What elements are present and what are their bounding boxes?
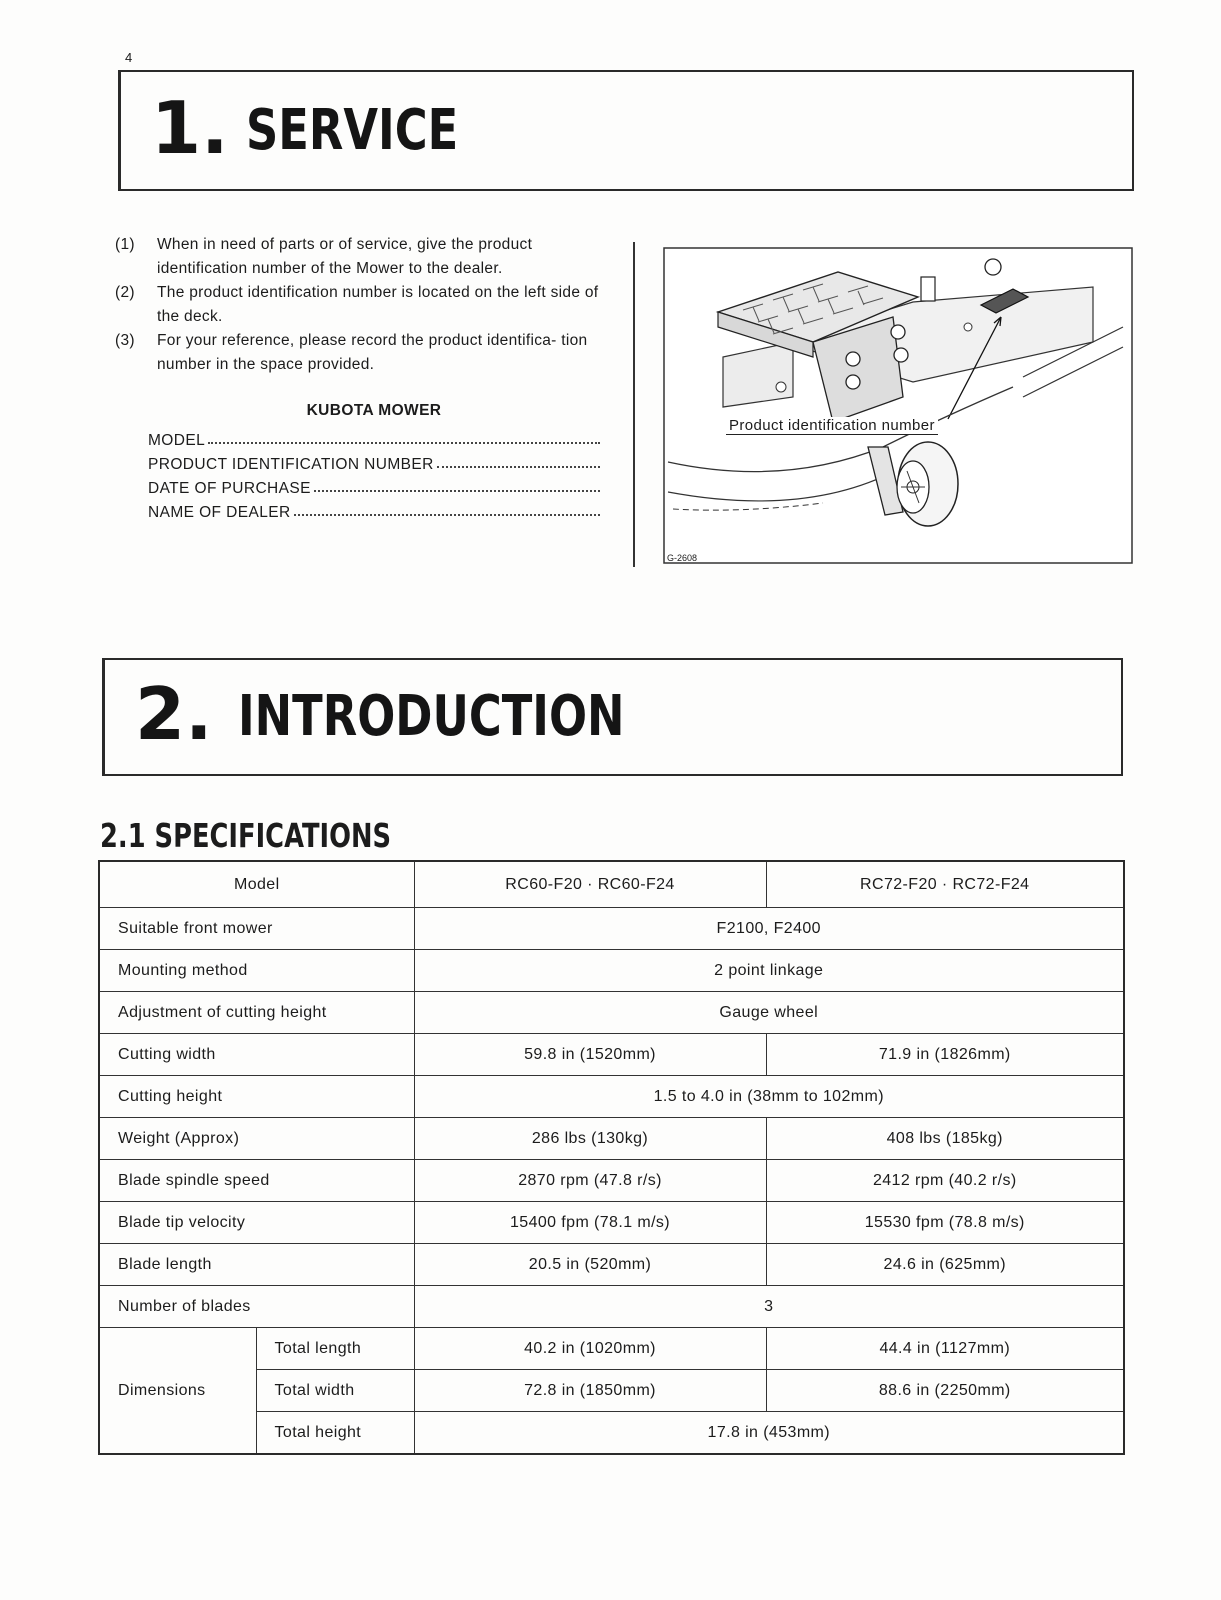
row-value-rc60: 20.5 in (520mm): [414, 1244, 766, 1286]
step-number: (2): [115, 284, 135, 301]
introduction-heading-title: INTRODUCTION: [238, 684, 625, 749]
service-heading-title: SERVICE: [246, 98, 459, 163]
table-row: [99, 1202, 1124, 1244]
specifications-title: 2.1 SPECIFICATIONS: [100, 816, 392, 855]
row-label: Cutting height: [99, 1076, 414, 1118]
table-row: [99, 992, 1124, 1034]
table-row: [99, 950, 1124, 992]
service-steps-list: [115, 233, 615, 377]
row-label: Blade tip velocity: [99, 1202, 414, 1244]
introduction-heading-number: 2.: [135, 672, 213, 756]
service-step: [115, 233, 615, 281]
row-label: Blade length: [99, 1244, 414, 1286]
table-row: [99, 1328, 1124, 1370]
row-label: Blade spindle speed: [99, 1160, 414, 1202]
form-row-pin: [148, 450, 600, 474]
deck-illustration: [663, 247, 1133, 564]
row-label: Number of blades: [99, 1286, 414, 1328]
service-heading-box: [118, 70, 1134, 191]
step-number: (1): [115, 236, 135, 253]
step-text: For your reference, please record the product identifica- tion number in the space provided.: [157, 332, 588, 373]
form-title: KUBOTA MOWER: [306, 402, 442, 419]
table-row: [99, 1076, 1124, 1118]
deck-figure: [663, 247, 1133, 564]
row-value: 1.5 to 4.0 in (38mm to 102mm): [414, 1076, 1124, 1118]
service-step: [115, 329, 615, 377]
table-row: [99, 1244, 1124, 1286]
table-row: [99, 908, 1124, 950]
form-blank-date[interactable]: [314, 490, 600, 492]
dimensions-label: Dimensions: [99, 1328, 256, 1455]
form-blank-dealer[interactable]: [294, 514, 600, 516]
specifications-table: [98, 860, 1125, 1455]
model-rc72: RC72-F20 · RC72-F24: [766, 861, 1124, 908]
specifications-table-wrapper: [98, 860, 1123, 1443]
record-form: [148, 402, 600, 522]
row-sublabel: Total length: [256, 1328, 414, 1370]
introduction-heading-box: [102, 658, 1123, 776]
step-number: (3): [115, 332, 135, 349]
page-number: 4: [125, 50, 133, 65]
row-label: Mounting method: [99, 950, 414, 992]
form-row-model: [148, 426, 600, 450]
table-row: [99, 1286, 1124, 1328]
figure-code: G-2608: [667, 553, 698, 563]
form-blank-model[interactable]: [208, 442, 600, 444]
row-label: Weight (Approx): [99, 1118, 414, 1160]
row-label: Suitable front mower: [99, 908, 414, 950]
form-label-pin: PRODUCT IDENTIFICATION NUMBER: [148, 456, 434, 473]
table-header-row: [99, 861, 1124, 908]
form-row-date: [148, 474, 600, 498]
row-value: 3: [414, 1286, 1124, 1328]
row-value-rc72: 15530 fpm (78.8 m/s): [766, 1202, 1124, 1244]
step-text: When in need of parts or of service, give the product identification number of the Mower to the dealer.: [157, 236, 533, 277]
row-value-rc72: 88.6 in (2250mm): [766, 1370, 1124, 1412]
row-sublabel: Total width: [256, 1370, 414, 1412]
row-value: F2100, F2400: [414, 908, 1124, 950]
row-value-rc72: 44.4 in (1127mm): [766, 1328, 1124, 1370]
row-value-rc60: 15400 fpm (78.1 m/s): [414, 1202, 766, 1244]
row-value-rc72: 24.6 in (625mm): [766, 1244, 1124, 1286]
row-label: Cutting width: [99, 1034, 414, 1076]
row-value-rc72: 71.9 in (1826mm): [766, 1034, 1124, 1076]
row-value: 2 point linkage: [414, 950, 1124, 992]
table-row: [99, 1118, 1124, 1160]
form-label-model: MODEL: [148, 432, 206, 449]
row-value-rc72: 2412 rpm (40.2 r/s): [766, 1160, 1124, 1202]
model-rc60: RC60-F20 · RC60-F24: [414, 861, 766, 908]
row-value: 17.8 in (453mm): [414, 1412, 1124, 1455]
row-sublabel: Total height: [256, 1412, 414, 1455]
table-row: [99, 1160, 1124, 1202]
form-row-dealer: [148, 498, 600, 522]
form-label-dealer: NAME OF DEALER: [148, 504, 291, 521]
model-header: Model: [99, 861, 414, 908]
row-value: Gauge wheel: [414, 992, 1124, 1034]
row-label: Adjustment of cutting height: [99, 992, 414, 1034]
form-blank-pin[interactable]: [437, 466, 600, 468]
form-label-date: DATE OF PURCHASE: [148, 480, 311, 497]
figure-callout-label: Product identification number: [726, 417, 938, 435]
table-row: [99, 1034, 1124, 1076]
step-text: The product identification number is located on the left side of the deck.: [157, 284, 599, 325]
row-value-rc60: 286 lbs (130kg): [414, 1118, 766, 1160]
column-divider: [633, 242, 635, 567]
row-value-rc60: 2870 rpm (47.8 r/s): [414, 1160, 766, 1202]
service-step: [115, 281, 615, 329]
row-value-rc72: 408 lbs (185kg): [766, 1118, 1124, 1160]
row-value-rc60: 59.8 in (1520mm): [414, 1034, 766, 1076]
row-value-rc60: 72.8 in (1850mm): [414, 1370, 766, 1412]
row-value-rc60: 40.2 in (1020mm): [414, 1328, 766, 1370]
service-heading-number: 1.: [151, 86, 229, 170]
